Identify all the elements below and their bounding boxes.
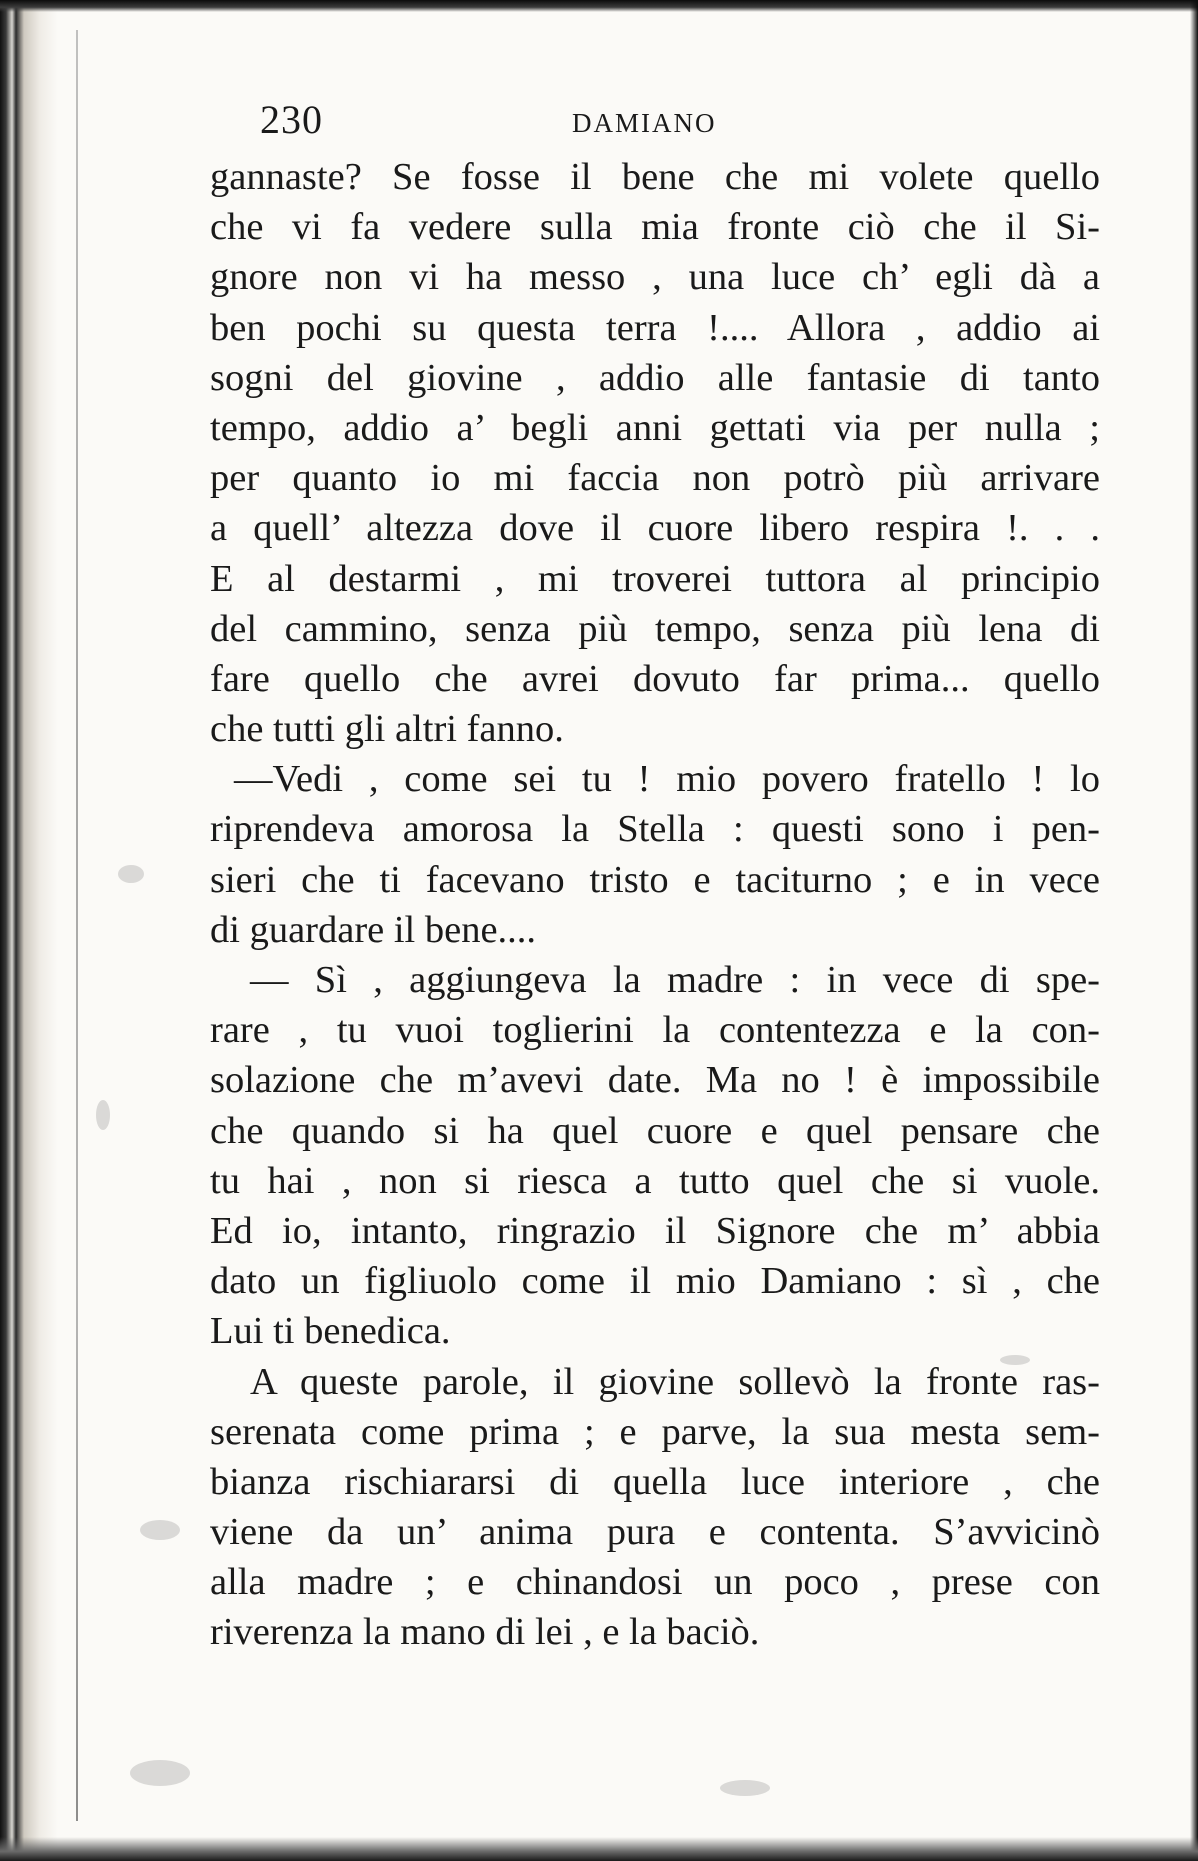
scan-speck [140,1520,180,1540]
text-line: —Vedi , come sei tu ! mio povero fratello ! lo [234,758,1100,801]
text-line: riverenza la mano di lei , e la baciò. [210,1611,760,1654]
text-line: che tutti gli altri fanno. [210,708,564,751]
text-line: Lui ti benedica. [210,1310,451,1353]
text-line: a quell’ altezza dove il cuore libero respira !. . . [210,507,1100,550]
text-line: solazione che m’avevi date. Ma no ! è impossibile [210,1059,1100,1102]
text-line: alla madre ; e chinandosi un poco , prese con [210,1561,1100,1604]
bottom-scan-edge [0,1837,1198,1861]
page-number: 230 [260,97,323,142]
body-text [210,152,1100,1658]
text-line: fare quello che avrei dovuto far prima... quello [210,657,1100,700]
text-line: dato un figliuolo come il mio Damiano : sì , che [210,1260,1100,1303]
scan-speck [720,1780,770,1796]
text-line: di guardare il bene.... [210,908,537,951]
page-header [260,96,740,146]
top-scan-edge [0,0,1198,12]
text-line: riprendeva amorosa la Stella : questi sono i pen- [210,808,1100,851]
text-line: gnore non vi ha messo , una luce ch’ egli dà a [210,256,1100,299]
text-line: tempo, addio a’ begli anni gettati via per nulla ; [210,406,1100,449]
text-line: rare , tu vuoi toglierini la contentezza e la con- [210,1009,1100,1052]
text-line: sieri che ti facevano tristo e taciturno ; e in vece [210,858,1100,901]
text-line: che vi fa vedere sulla mia fronte ciò che il Si- [210,206,1100,249]
text-line: — Sì , aggiungeva la madre : in vece di spe- [250,959,1100,1001]
running-head: DAMIANO [572,108,717,138]
text-line: per quanto io mi faccia non potrò più arrivare [210,457,1100,500]
scan-speck [96,1100,110,1130]
text-line: Ed io, intanto, ringrazio il Signore che m’ abbia [210,1209,1100,1252]
gutter-shadow [76,30,78,1821]
text-line: E al destarmi , mi troverei tuttora al principio [210,557,1100,600]
text-line: A queste parole, il giovine sollevò la fronte ras- [250,1360,1100,1403]
text-line: bianza rischiararsi di quella luce interiore , che [210,1460,1100,1503]
scan-speck [118,865,144,883]
text-line: viene da un’ anima pura e contenta. S’avvicinò [210,1511,1100,1554]
text-line: gannaste? Se fosse il bene che mi volete quello [210,156,1100,198]
scan-speck [130,1760,190,1786]
binding-edge [0,0,58,1861]
text-line: sogni del giovine , addio alle fantasie di tanto [210,356,1100,399]
text-line: serenata come prima ; e parve, la sua mesta sem- [210,1410,1100,1453]
right-scan-edge [1190,0,1198,1861]
text-line: del cammino, senza più tempo, senza più lena di [210,607,1100,650]
text-line: ben pochi su questa terra !.... Allora , addio ai [210,306,1100,349]
text-line: tu hai , non si riesca a tutto quel che si vuole. [210,1159,1100,1202]
text-line: che quando si ha quel cuore e quel pensare che [210,1109,1100,1152]
